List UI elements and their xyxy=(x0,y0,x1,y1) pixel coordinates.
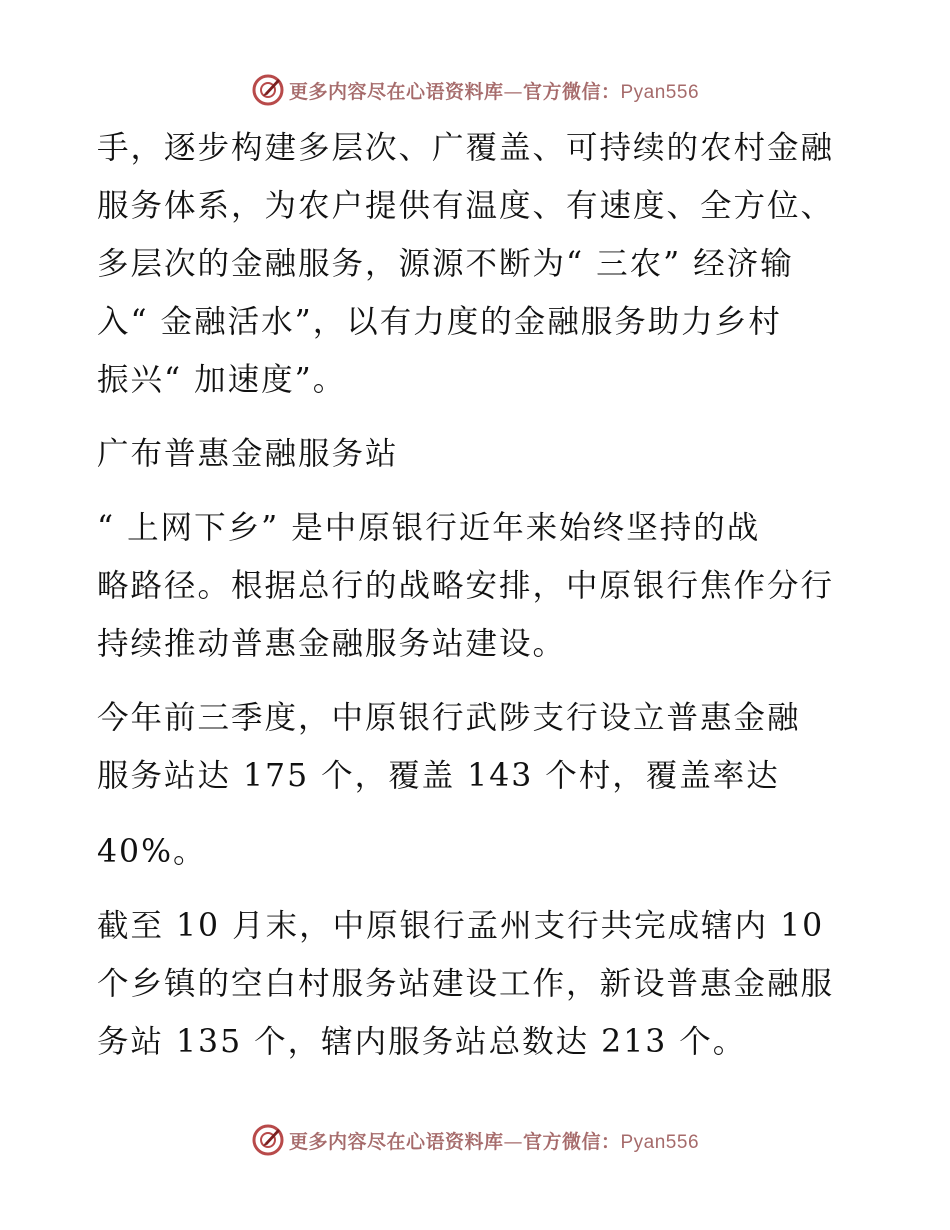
footer-watermark xyxy=(0,1120,950,1160)
text-line: “ 上网下乡” 是中原银行近年来始终坚持的战 xyxy=(97,510,761,546)
watermark-contact: 官方微信： xyxy=(522,1130,621,1153)
watermark-contact: 官方微信： xyxy=(522,80,621,103)
text-line: 振兴“ 加速度”。 xyxy=(97,362,347,398)
section-heading: 广布普惠金融服务站 xyxy=(97,436,399,472)
text-line: 服务站达 175 个，覆盖 143 个村，覆盖率达 xyxy=(97,758,780,794)
text-line: 截至 10 月末，中原银行孟州支行共完成辖内 10 xyxy=(97,908,825,944)
watermark-logo-icon xyxy=(251,1123,285,1157)
text-line: 务站 135 个，辖内服务站总数达 213 个。 xyxy=(97,1024,747,1060)
watermark-wechat-id: Pyan556 xyxy=(620,81,700,103)
watermark-wechat-id: Pyan556 xyxy=(620,1131,700,1153)
text-line: 略路径。根据总行的战略安排，中原银行焦作分行 xyxy=(97,568,835,604)
text-line: 服务体系，为农户提供有温度、有速度、全方位、 xyxy=(97,188,835,224)
watermark-main: 更多内容尽在心语资料库 xyxy=(288,80,504,103)
text-line: 手，逐步构建多层次、广覆盖、可持续的农村金融 xyxy=(97,130,835,166)
text-line: 持续推动普惠金融服务站建设。 xyxy=(97,626,567,662)
header-watermark xyxy=(0,70,950,110)
text-line: 40%。 xyxy=(97,834,207,870)
watermark-text xyxy=(289,1127,699,1154)
watermark-separator: — xyxy=(503,1130,523,1153)
watermark-logo-icon xyxy=(251,73,285,107)
watermark-main: 更多内容尽在心语资料库 xyxy=(288,1130,504,1153)
watermark-text xyxy=(289,77,699,104)
text-line: 今年前三季度，中原银行武陟支行设立普惠金融 xyxy=(97,700,801,736)
text-line: 入“ 金融活水”，以有力度的金融服务助力乡村 xyxy=(97,304,782,340)
text-line: 个乡镇的空白村服务站建设工作，新设普惠金融服 xyxy=(97,966,835,1002)
text-line: 多层次的金融服务，源源不断为“ 三农” 经济输 xyxy=(97,246,794,282)
watermark-separator: — xyxy=(503,80,523,103)
